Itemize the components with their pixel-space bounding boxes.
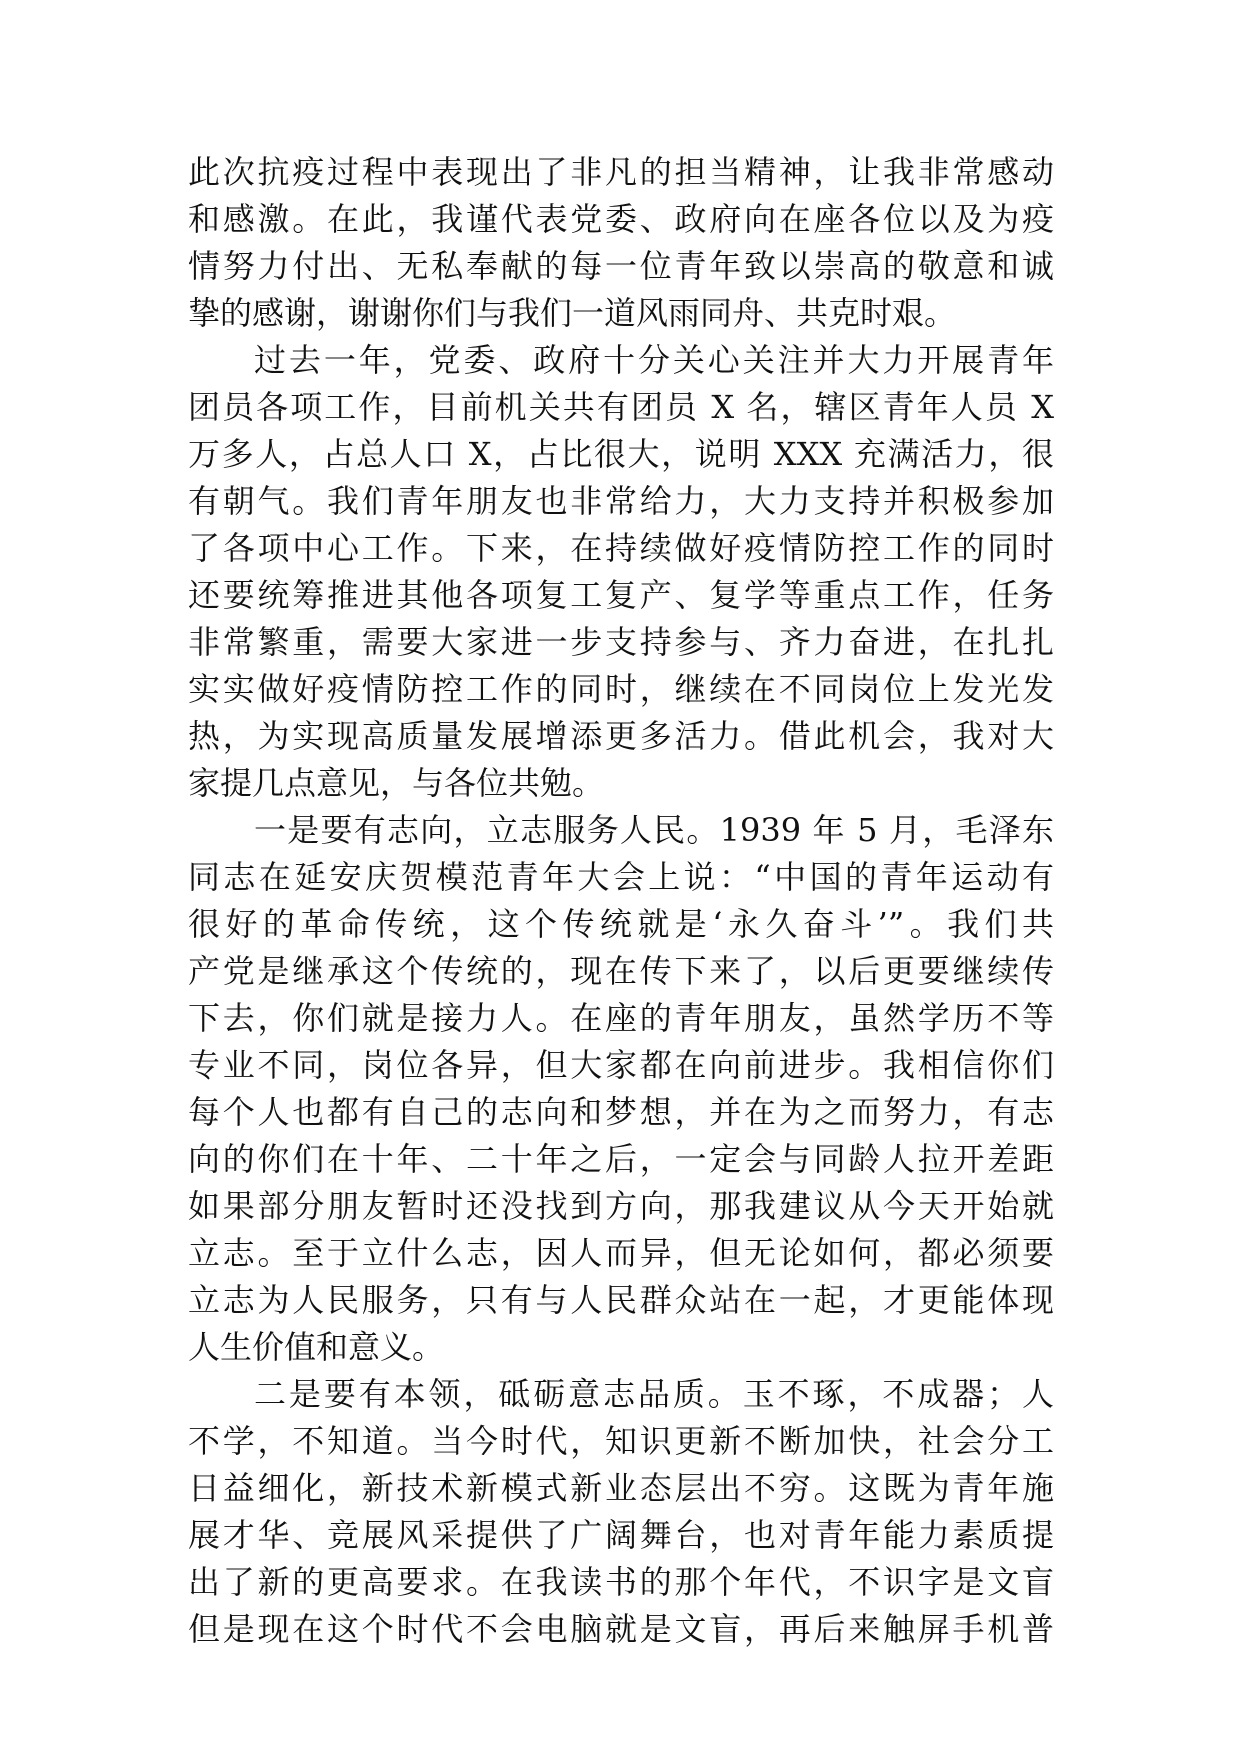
paragraph bbox=[188, 337, 1054, 807]
text-line: 家提几点意见，与各位共勉。 bbox=[188, 764, 605, 802]
paragraph bbox=[188, 1371, 1054, 1653]
text-line: 展才华、竞展风采提供了广阔舞台，也对青年能力素质提 bbox=[188, 1516, 1054, 1554]
text-line: 万多人，占总人口 X，占比很大，说明 XXX 充满活力，很 bbox=[188, 435, 1054, 473]
text-line: 不学，不知道。当今时代，知识更新不断加快，社会分工 bbox=[188, 1422, 1054, 1460]
text-line: 出了新的更高要求。在我读书的那个年代，不识字是文盲 bbox=[188, 1563, 1054, 1601]
text-line: 下去，你们就是接力人。在座的青年朋友，虽然学历不等 bbox=[188, 999, 1054, 1037]
text-line: 二是要有本领，砥砺意志品质。玉不琢，不成器；人 bbox=[254, 1375, 1054, 1413]
text-line: 向的你们在十年、二十年之后，一定会与同龄人拉开差距 bbox=[188, 1140, 1054, 1178]
text-line: 热，为实现高质量发展增添更多活力。借此机会，我对大 bbox=[188, 717, 1054, 755]
text-line: 过去一年，党委、政府十分关心关注并大力开展青年 bbox=[254, 341, 1054, 379]
text-line: 同志在延安庆贺模范青年大会上说：“中国的青年运动有 bbox=[188, 858, 1054, 896]
text-line: 日益细化，新技术新模式新业态层出不穷。这既为青年施 bbox=[188, 1469, 1054, 1507]
text-line: 但是现在这个时代不会电脑就是文盲，再后来触屏手机普 bbox=[188, 1610, 1054, 1648]
paragraph bbox=[188, 149, 1054, 337]
text-line: 和感激。在此，我谨代表党委、政府向在座各位以及为疫 bbox=[188, 200, 1054, 238]
text-line: 一是要有志向，立志服务人民。1939 年 5 月，毛泽东 bbox=[254, 811, 1054, 849]
text-line: 人生价值和意义。 bbox=[188, 1328, 445, 1366]
text-line: 如果部分朋友暂时还没找到方向，那我建议从今天开始就 bbox=[188, 1187, 1054, 1225]
text-line: 产党是继承这个传统的，现在传下来了，以后更要继续传 bbox=[188, 952, 1054, 990]
text-line: 立志。至于立什么志，因人而异，但无论如何，都必须要 bbox=[188, 1234, 1054, 1272]
text-line: 立志为人民服务，只有与人民群众站在一起，才更能体现 bbox=[188, 1281, 1054, 1319]
text-line: 很好的革命传统，这个传统就是‘永久奋斗’”。我们共 bbox=[188, 905, 1054, 943]
paragraph bbox=[188, 807, 1054, 1371]
text-line: 挚的感谢，谢谢你们与我们一道风雨同舟、共克时艰。 bbox=[188, 294, 957, 332]
text-line: 还要统筹推进其他各项复工复产、复学等重点工作，任务 bbox=[188, 576, 1054, 614]
text-line: 非常繁重，需要大家进一步支持参与、齐力奋进，在扎扎 bbox=[188, 623, 1054, 661]
document-page bbox=[188, 149, 1054, 1653]
text-line: 专业不同，岗位各异，但大家都在向前进步。我相信你们 bbox=[188, 1046, 1054, 1084]
text-line: 团员各项工作，目前机关共有团员 X 名，辖区青年人员 X bbox=[188, 388, 1054, 426]
text-line: 有朝气。我们青年朋友也非常给力，大力支持并积极参加 bbox=[188, 482, 1054, 520]
text-line: 此次抗疫过程中表现出了非凡的担当精神，让我非常感动 bbox=[188, 153, 1054, 191]
text-line: 实实做好疫情防控工作的同时，继续在不同岗位上发光发 bbox=[188, 670, 1054, 708]
text-line: 情努力付出、无私奉献的每一位青年致以崇高的敬意和诚 bbox=[188, 247, 1054, 285]
text-line: 了各项中心工作。下来，在持续做好疫情防控工作的同时 bbox=[188, 529, 1054, 567]
text-line: 每个人也都有自己的志向和梦想，并在为之而努力，有志 bbox=[188, 1093, 1054, 1131]
